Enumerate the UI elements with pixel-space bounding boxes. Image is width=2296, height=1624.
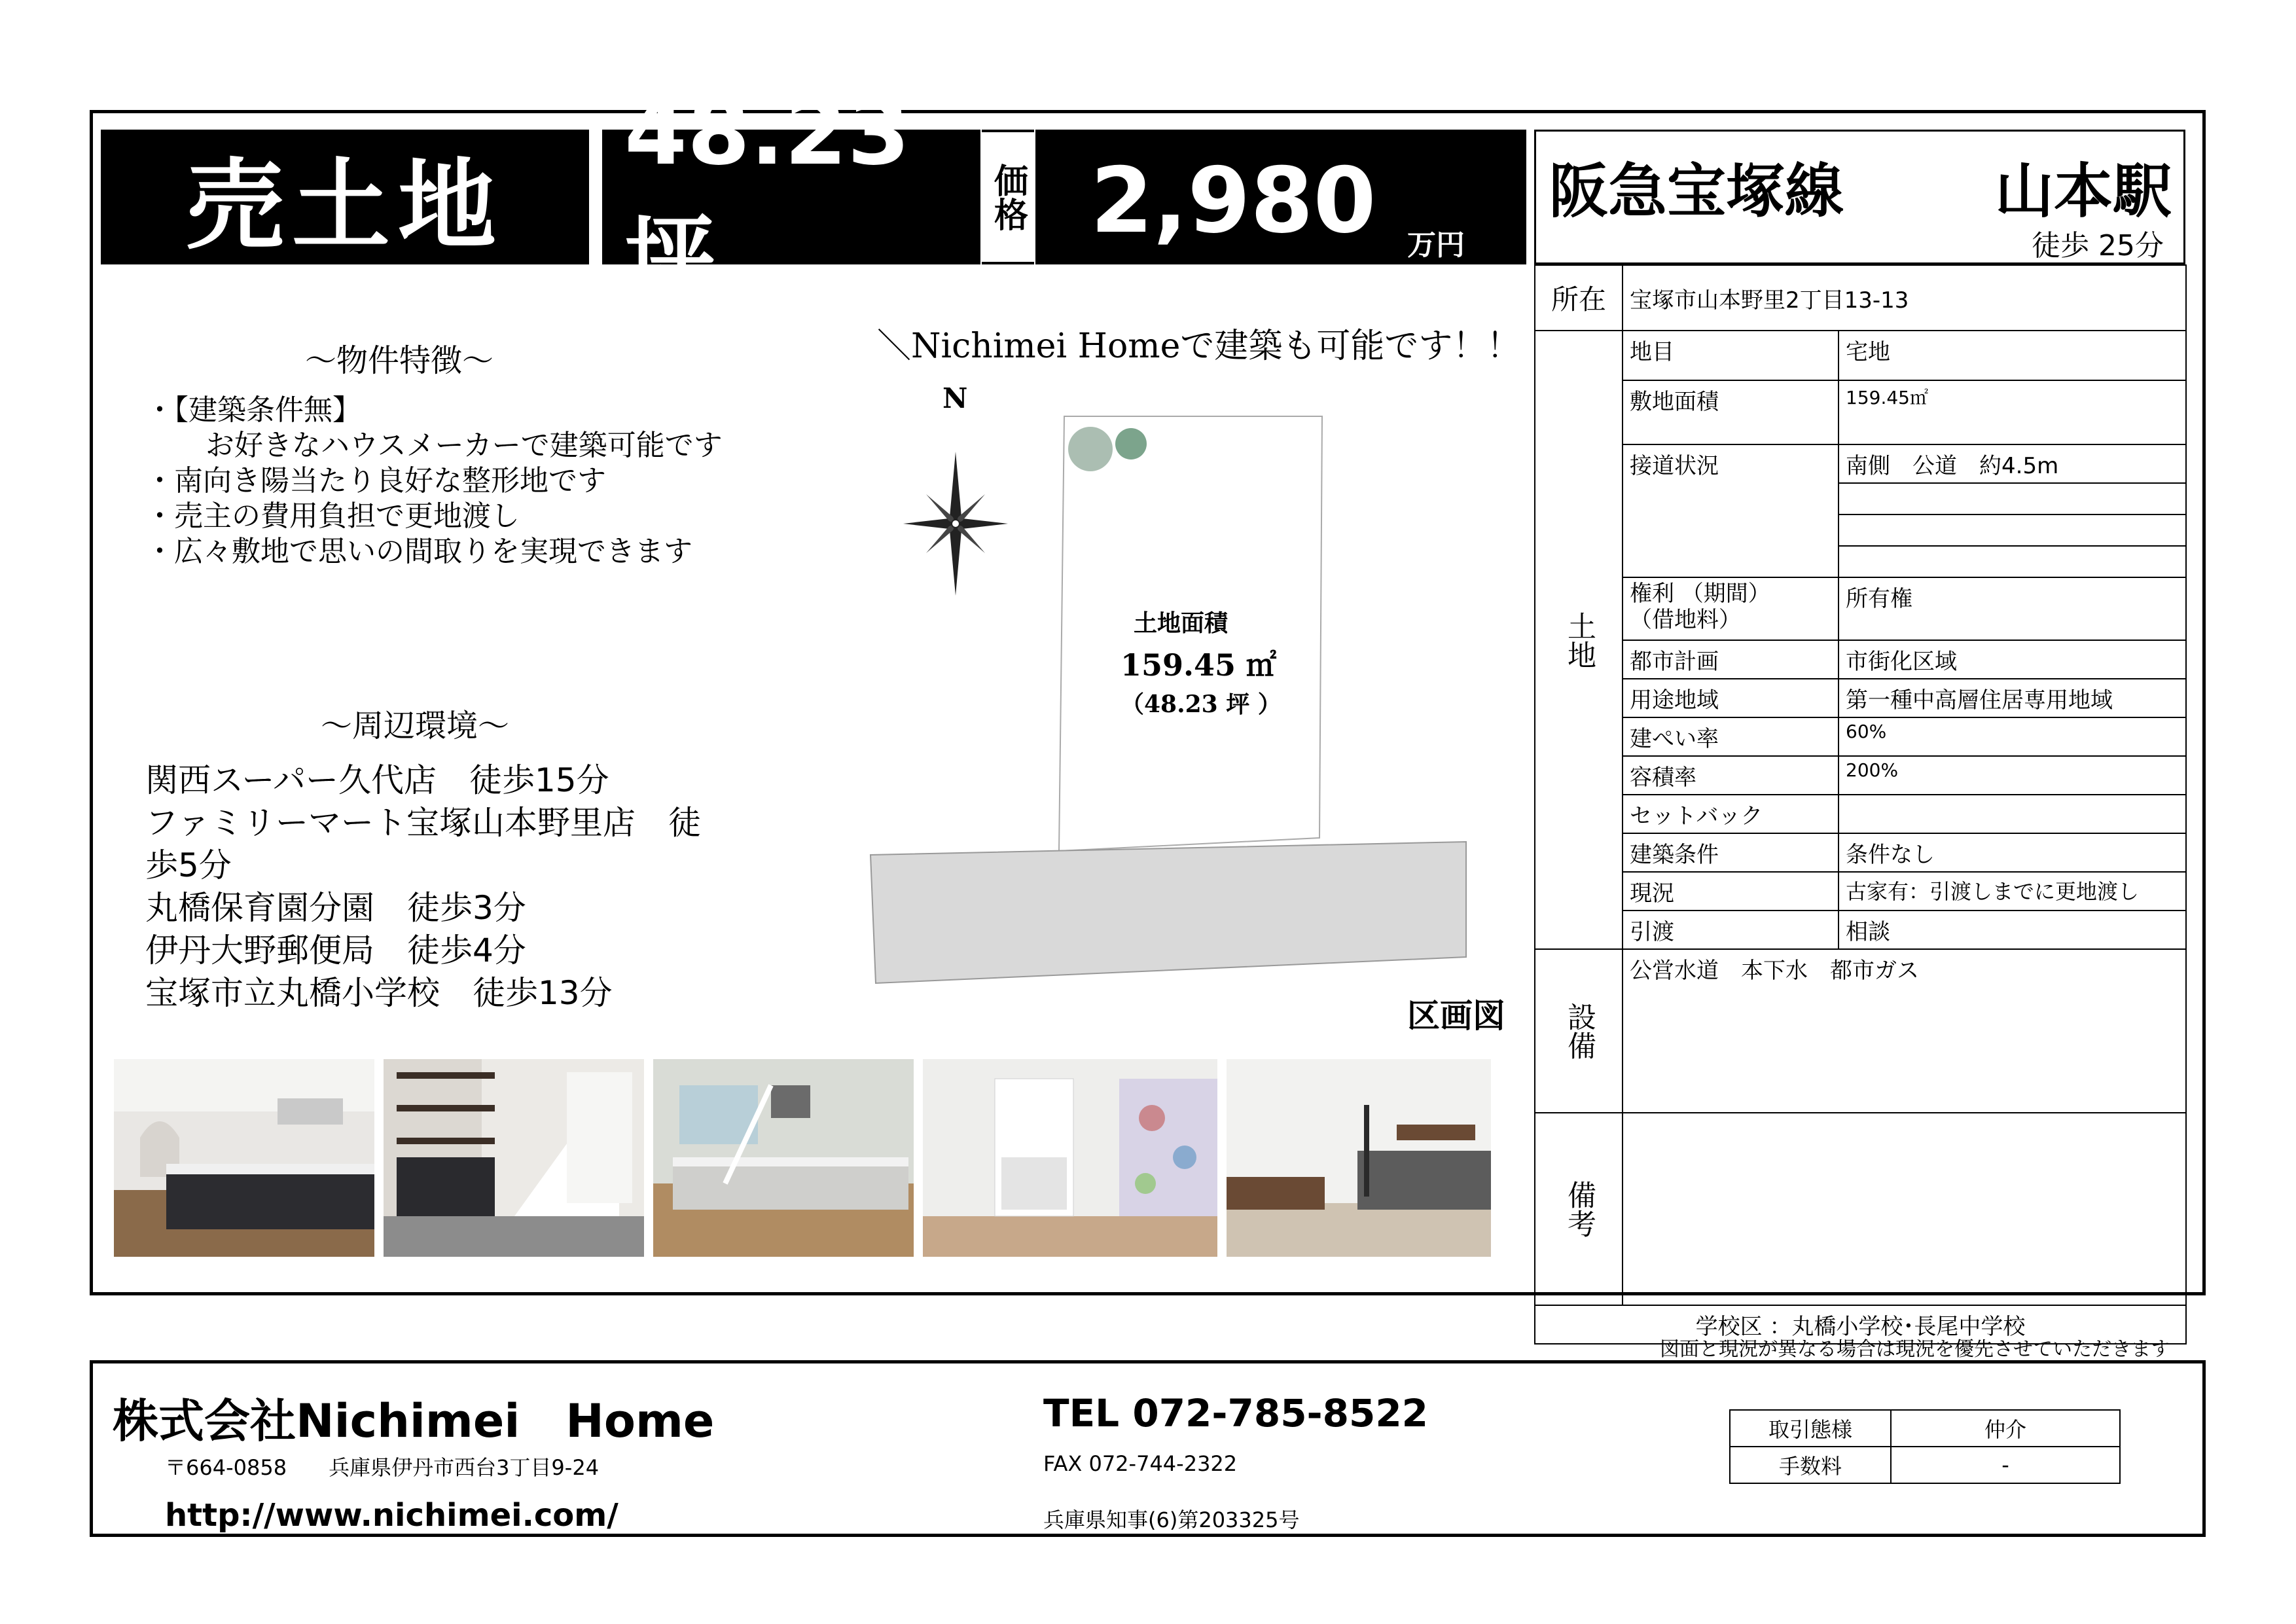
compass-icon [903, 452, 1008, 596]
company-license: 兵庫県知事(6)第203325号 [1043, 1507, 1300, 1532]
land-row-label: 敷地面積 [1623, 380, 1839, 444]
trade-value: 仲介 [1891, 1410, 2120, 1447]
tsubo-banner [602, 79, 980, 310]
land-row-label: 容積率 [1623, 756, 1839, 795]
price-banner [1035, 130, 1526, 264]
land-row-label: 引渡 [1623, 911, 1839, 949]
footer-box [90, 1360, 2206, 1537]
land-row-value [1839, 795, 2186, 833]
surrounding-item: 丸橋保育園分園 徒歩3分 [145, 889, 526, 927]
surroundings-list [145, 759, 701, 1015]
location-label: 所在 [1535, 265, 1623, 331]
plot-area-label: 土地面積 [1134, 609, 1229, 637]
feature-item: ・売主の費用負担で更地渡し [145, 499, 520, 533]
feature-item: ・広々敷地で思いの間取りを実現できます [145, 535, 692, 568]
blank-cell [1839, 546, 2186, 577]
feature-item: お好きなハウスメーカーで建築可能です [206, 429, 723, 462]
trade-label: 取引態様 [1730, 1410, 1891, 1447]
fee-label: 手数料 [1730, 1447, 1891, 1483]
surrounding-item: 宝塚市立丸橋小学校 徒歩13分 [145, 974, 613, 1012]
features-heading: ～物件特徴～ [305, 342, 494, 379]
photo-kitchen-arch [114, 1059, 374, 1257]
surrounding-item: 関西スーパー久代店 徒歩15分 [145, 761, 609, 799]
land-row-value: 60% [1839, 717, 2186, 756]
blank-cell [1839, 514, 2186, 546]
remarks-label: 備考 [1535, 1113, 1623, 1305]
company-tel[interactable]: TEL 072-785-8522 [1043, 1391, 1429, 1435]
photo-dining [1227, 1059, 1491, 1257]
blank-cell [1839, 483, 2186, 514]
price-label: 価格 [988, 163, 1028, 231]
surrounding-item: 歩5分 [145, 846, 232, 884]
price-label-box [982, 130, 1034, 264]
tsubo-value: 48.23 坪 [624, 79, 910, 310]
company-address: 〒664-0858 兵庫県伊丹市西台3丁目9-24 [165, 1455, 600, 1480]
land-row-value: 市街化区域 [1839, 640, 2186, 679]
location-value: 宝塚市山本野里2丁目13-13 [1623, 265, 2186, 331]
land-row-label: 建築条件 [1623, 833, 1839, 872]
land-row-label: 用途地域 [1623, 679, 1839, 717]
equipment-value: 公営水道 本下水 都市ガス [1623, 949, 2186, 1113]
land-row-label: 都市計画 [1623, 640, 1839, 679]
land-row-value: 条件なし [1839, 833, 2186, 872]
land-row-label: 接道状況 [1623, 444, 1839, 577]
surroundings-heading: ～周辺環境～ [321, 708, 510, 744]
company-url[interactable]: http://www.nichimei.com/ [165, 1497, 619, 1534]
land-row-label: 地目 [1623, 331, 1839, 380]
land-row-value: 第一種中高層住居専用地域 [1839, 679, 2186, 717]
station-line: 阪急宝塚線 [1549, 157, 1844, 226]
price-value: 2,980 [1090, 148, 1376, 253]
station-box [1534, 130, 2185, 264]
surrounding-item: ファミリーマート宝塚山本野里店 徒 [145, 804, 701, 842]
company-fax: FAX 072-744-2322 [1043, 1451, 1238, 1476]
plot-area-tsubo: （48.23 坪 ） [1121, 691, 1282, 718]
price-unit: 万円 [1407, 228, 1465, 262]
remarks-value [1623, 1113, 2186, 1305]
feature-item: ・南向き陽当たり良好な整形地です [145, 464, 606, 497]
land-row-value: 所有権 [1839, 577, 2186, 640]
tree-icon [1068, 427, 1113, 471]
equipment-label: 設備 [1535, 949, 1623, 1113]
land-row-label: 権利 （期間） （借地料） [1623, 577, 1839, 640]
trade-table [1729, 1409, 2121, 1484]
features-list [145, 393, 723, 569]
station-name: 山本駅 [1995, 157, 2172, 226]
tree-icon [1115, 428, 1147, 460]
land-row-value: 200% [1839, 756, 2186, 795]
photo-closet [923, 1059, 1217, 1257]
surrounding-item: 伊丹大野郵便局 徒歩4分 [145, 931, 526, 969]
listing-type: 売土地 [185, 149, 504, 263]
company-name: 株式会社Nichimei Home [113, 1394, 715, 1448]
notice-text: 図面と現況が異なる場合は現況を優先させていただきます [1660, 1338, 2170, 1361]
land-row-value: 古家有：引渡しまでに更地渡し [1839, 872, 2186, 911]
land-group-label: 土地 [1535, 331, 1623, 949]
north-label: N [942, 382, 968, 414]
photo-living-kitchen [653, 1059, 914, 1257]
promo-text: ＼Nichimei Homeで建築も可能です！！ [877, 327, 1521, 366]
property-table [1534, 264, 2185, 1344]
plot-area-value: 159.45 ㎡ [1121, 647, 1277, 683]
feature-item: ・【建築条件無】 [145, 393, 361, 427]
station-walk: 徒歩 25分 [2032, 229, 2164, 262]
land-row-value: 159.45㎡ [1839, 380, 2186, 444]
plot-caption: 区画図 [1407, 997, 1505, 1035]
land-row-label: 現況 [1623, 872, 1839, 911]
fee-value: - [1891, 1447, 2120, 1483]
land-row-value: 宅地 [1839, 331, 2186, 380]
photo-entrance-stairs [384, 1059, 644, 1257]
listing-type-banner [101, 130, 589, 264]
land-row-value: 相談 [1839, 911, 2186, 949]
land-row-label: セットバック [1623, 795, 1839, 833]
school-district: 学校区 ：丸橋小学校･長尾中学校 [1535, 1305, 2186, 1344]
road-area [870, 842, 1466, 983]
land-row-label: 建ぺい率 [1623, 717, 1839, 756]
land-row-value: 南側 公道 約4.5m [1839, 444, 2186, 483]
